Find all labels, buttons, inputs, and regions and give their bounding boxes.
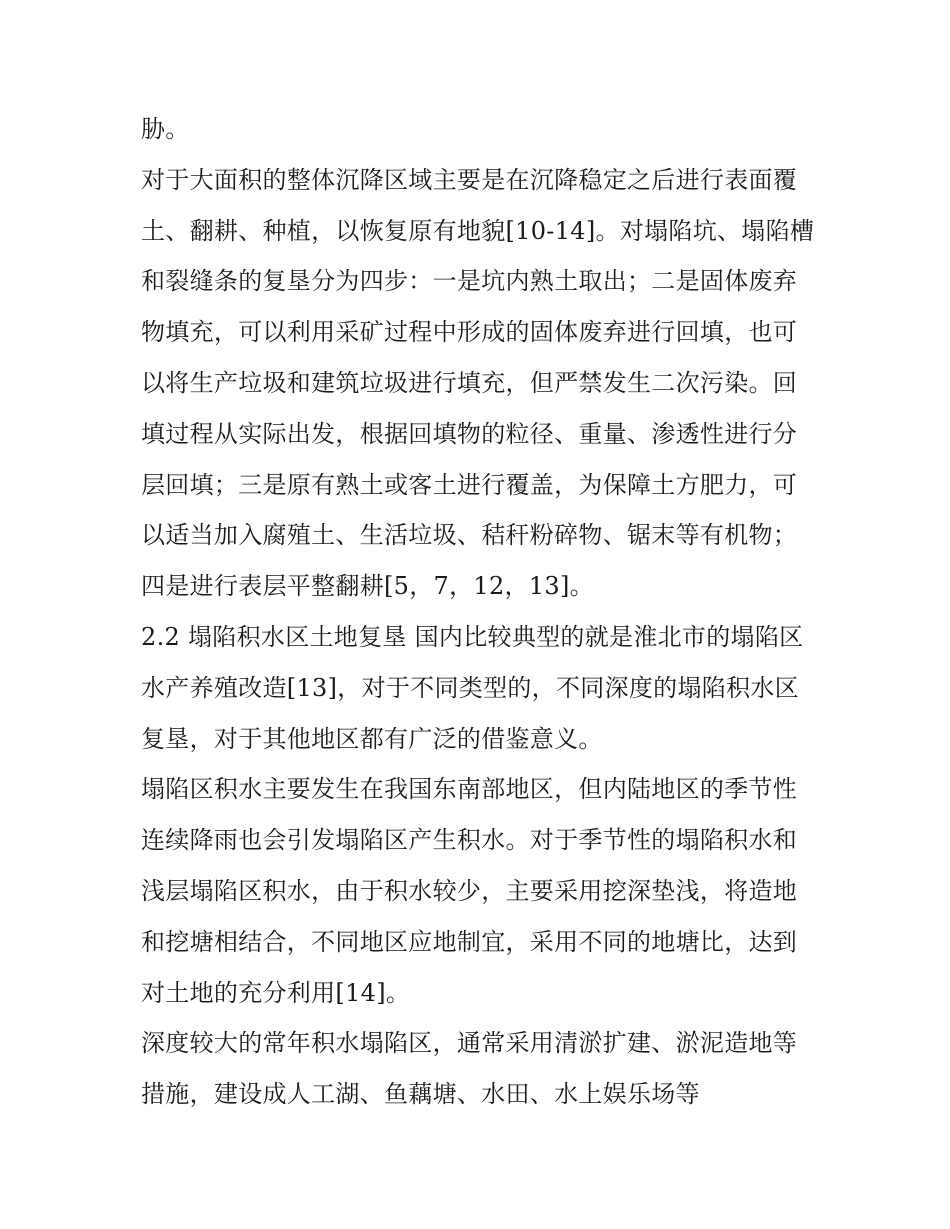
text-line-15: 连续降雨也会引发塌陷区产生积水。对于季节性的塌陷积水和	[141, 826, 798, 855]
text-line-1: 胁。	[141, 115, 190, 143]
text-line-20: 措施，建设成人工湖、鱼藕塘、水田、水上娱乐场等	[141, 1080, 700, 1109]
text-line-8: 层回填；三是原有熟土或客土进行覆盖，为保障土方肥力，可	[141, 470, 798, 499]
section-heading-line: 2.2 塌陷积水区土地复垦 国内比较典型的就是淮北市的塌陷区	[141, 622, 804, 651]
text-line-13: 复垦，对于其他地区都有广泛的借鉴意义。	[141, 724, 603, 753]
text-line-10: 四是进行表层平整翻耕[5，7，12，13]。	[141, 572, 594, 601]
text-line-4: 和裂缝条的复垦分为四步：一是坑内熟土取出；二是固体废弃	[141, 267, 798, 296]
text-line-17: 和挖塘相结合，不同地区应地制宜，采用不同的地塘比，达到	[141, 927, 798, 956]
text-line-2: 对于大面积的整体沉降区域主要是在沉降稳定之后进行表面覆	[141, 165, 798, 194]
text-line-5: 物填充，可以利用采矿过程中形成的固体废弃进行回填，也可	[141, 318, 798, 347]
text-line-14: 塌陷区积水主要发生在我国东南部地区，但内陆地区的季节性	[141, 775, 798, 804]
text-line-18: 对土地的充分利用[14]。	[141, 978, 411, 1007]
body-text	[141, 104, 821, 1120]
text-line-16: 浅层塌陷区积水，由于积水较少，主要采用挖深垫浅，将造地	[141, 876, 798, 905]
text-line-6: 以将生产垃圾和建筑垃圾进行填充，但严禁发生二次污染。回	[141, 368, 798, 397]
text-line-19: 深度较大的常年积水塌陷区，通常采用清淤扩建、淤泥造地等	[141, 1029, 798, 1058]
text-line-7: 填过程从实际出发，根据回填物的粒径、重量、渗透性进行分	[141, 419, 798, 448]
text-line-3: 土、翻耕、种植，以恢复原有地貌[10-14]。对塌陷坑、塌陷槽	[141, 216, 815, 245]
text-line-12: 水产养殖改造[13]，对于不同类型的，不同深度的塌陷积水区	[141, 673, 799, 702]
text-line-9: 以适当加入腐殖土、生活垃圾、秸秆粉碎物、锯末等有机物；	[141, 521, 798, 550]
